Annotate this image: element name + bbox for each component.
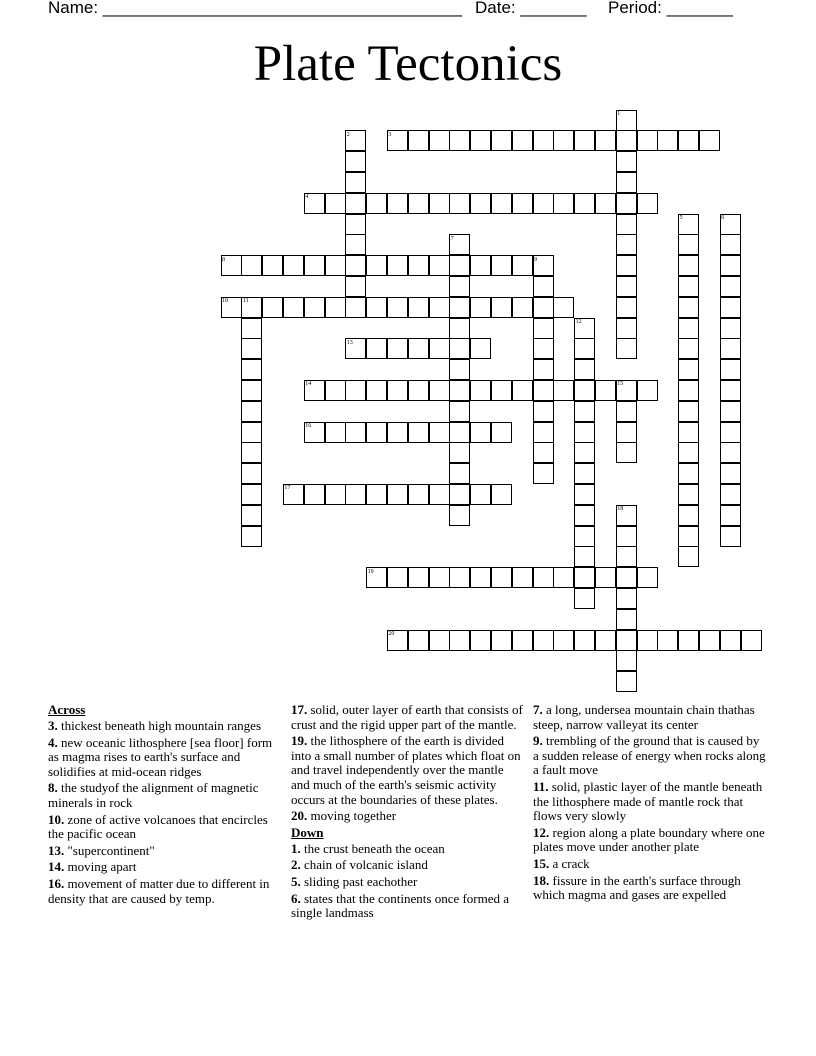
crossword-cell[interactable] [470, 422, 491, 443]
crossword-cell[interactable] [387, 484, 408, 505]
crossword-cell[interactable] [408, 380, 429, 401]
crossword-cell[interactable] [491, 255, 512, 276]
crossword-cell[interactable] [449, 505, 470, 526]
crossword-cell[interactable] [512, 297, 533, 318]
crossword-cell[interactable] [449, 276, 470, 297]
crossword-cell[interactable] [616, 214, 637, 235]
crossword-cell[interactable] [720, 234, 741, 255]
crossword-cell[interactable] [616, 609, 637, 630]
crossword-cell[interactable] [657, 630, 678, 651]
crossword-cell[interactable] [720, 297, 741, 318]
crossword-cell[interactable] [345, 276, 366, 297]
crossword-cell[interactable] [449, 359, 470, 380]
crossword-cell[interactable] [574, 505, 595, 526]
crossword-cell[interactable] [678, 276, 699, 297]
crossword-cell[interactable] [533, 359, 554, 380]
crossword-cell[interactable] [720, 401, 741, 422]
crossword-cell[interactable] [678, 359, 699, 380]
crossword-cell[interactable] [429, 255, 450, 276]
crossword-cell[interactable] [429, 297, 450, 318]
crossword-cell[interactable] [512, 567, 533, 588]
crossword-cell[interactable] [325, 193, 346, 214]
crossword-cell[interactable] [449, 442, 470, 463]
crossword-cell[interactable] [616, 650, 637, 671]
crossword-cell[interactable] [366, 380, 387, 401]
clue-down: 11. solid, plastic layer of the mantle beneath the lithosphere made of mantle rock that flows very slowly [533, 778, 763, 824]
crossword-cell[interactable] [491, 130, 512, 151]
crossword-cell[interactable] [616, 193, 637, 214]
crossword-cell[interactable] [616, 567, 637, 588]
crossword-cell[interactable] [574, 338, 595, 359]
crossword-cell[interactable] [449, 318, 470, 339]
crossword-cell[interactable] [720, 526, 741, 547]
crossword-cell[interactable] [720, 380, 741, 401]
crossword-cell[interactable] [533, 442, 554, 463]
crossword-cell[interactable] [595, 630, 616, 651]
crossword-cell[interactable] [574, 630, 595, 651]
clue-across: 10. zone of active volcanoes that encircles the pacific ocean [48, 811, 268, 842]
crossword-cell[interactable] [449, 297, 470, 318]
page-title: Plate Tectonics [253, 36, 563, 92]
crossword-cell[interactable] [491, 630, 512, 651]
clue-number: 7 [450, 235, 454, 242]
crossword-cell[interactable] [262, 255, 283, 276]
crossword-cell[interactable] [720, 484, 741, 505]
crossword-cell[interactable] [283, 297, 304, 318]
crossword-cell[interactable] [449, 380, 470, 401]
crossword-cell[interactable] [241, 505, 262, 526]
crossword-cell[interactable] [720, 422, 741, 443]
clue-number: 4 [305, 194, 309, 201]
crossword-cell[interactable] [616, 526, 637, 547]
crossword-cell[interactable] [533, 401, 554, 422]
crossword-cell[interactable] [678, 401, 699, 422]
clue-number: 10 [222, 298, 228, 305]
down-heading: Down [291, 824, 324, 840]
crossword-cell[interactable] [470, 630, 491, 651]
crossword-cell[interactable] [678, 234, 699, 255]
crossword-cell[interactable] [408, 338, 429, 359]
clue-number: 8 [222, 256, 225, 263]
crossword-cell[interactable] [470, 380, 491, 401]
crossword-cell[interactable] [345, 422, 366, 443]
crossword-cell[interactable] [533, 130, 554, 151]
crossword-cell[interactable] [241, 318, 262, 339]
crossword-cell[interactable] [366, 338, 387, 359]
crossword-cell[interactable] [678, 526, 699, 547]
crossword-cell[interactable] [449, 401, 470, 422]
crossword-cell[interactable] [678, 338, 699, 359]
clue-number: 1 [617, 111, 621, 117]
crossword-cell[interactable] [345, 234, 366, 255]
crossword-cell[interactable] [616, 297, 637, 318]
crossword-cell[interactable] [325, 297, 346, 318]
clue-number: 2 [346, 131, 350, 138]
crossword-cell[interactable] [720, 630, 741, 651]
crossword-cell[interactable] [616, 401, 637, 422]
crossword-cell[interactable] [637, 193, 658, 214]
crossword-cell[interactable] [283, 255, 304, 276]
crossword-cell[interactable] [449, 567, 470, 588]
crossword-cell[interactable] [366, 193, 387, 214]
crossword-cell[interactable] [408, 130, 429, 151]
crossword-cell[interactable] [387, 380, 408, 401]
crossword-cell[interactable] [491, 422, 512, 443]
crossword-cell[interactable] [470, 297, 491, 318]
clue-down: 1. the crust beneath the ocean [291, 840, 445, 856]
crossword-cell[interactable] [449, 422, 470, 443]
crossword-cell[interactable] [429, 380, 450, 401]
crossword-cell[interactable] [678, 442, 699, 463]
clue-across: 19. the lithosphere of the earth is divided into a small number of plates which float on and travel independently over the mantle and much of the earth's seismic activity occurs at the boundaries of these plates. [291, 733, 521, 807]
crossword-cell[interactable] [241, 338, 262, 359]
crossword-cell[interactable] [241, 359, 262, 380]
crossword-cell[interactable] [345, 151, 366, 172]
crossword-cell[interactable] [678, 484, 699, 505]
crossword-cell[interactable] [533, 463, 554, 484]
crossword-cell[interactable] [345, 297, 366, 318]
clue-number: 13 [346, 339, 353, 346]
crossword-cell[interactable] [304, 297, 325, 318]
clue-number: 9 [534, 256, 537, 263]
clue-down: 2. chain of volcanic island [291, 857, 428, 873]
crossword-cell[interactable] [553, 630, 574, 651]
crossword-cell[interactable] [429, 130, 450, 151]
crossword-cell[interactable] [449, 130, 470, 151]
crossword-cell[interactable] [429, 484, 450, 505]
crossword-cell[interactable] [616, 671, 637, 692]
crossword-cell[interactable] [325, 380, 346, 401]
crossword-cell[interactable] [637, 630, 658, 651]
crossword-cell[interactable] [678, 463, 699, 484]
crossword-cell[interactable] [616, 276, 637, 297]
crossword-cell[interactable] [720, 276, 741, 297]
crossword-cell[interactable] [387, 338, 408, 359]
crossword-cell[interactable] [241, 422, 262, 443]
crossword-cell[interactable] [616, 442, 637, 463]
crossword-cell[interactable] [533, 630, 554, 651]
crossword-cell[interactable] [408, 193, 429, 214]
crossword-cell[interactable] [699, 130, 720, 151]
crossword-cell[interactable] [325, 255, 346, 276]
crossword-cell[interactable] [241, 484, 262, 505]
clue-across: 13. "supercontinent" [48, 842, 155, 858]
crossword-cell[interactable] [616, 318, 637, 339]
crossword-cell[interactable] [533, 422, 554, 443]
clue-down: 6. states that the continents once formed a single landmass [291, 890, 510, 921]
clue-across: 17. solid, outer layer of earth that consists of crust and the rigid upper part of the mantle. [291, 702, 523, 732]
crossword-cell[interactable] [678, 130, 699, 151]
crossword-cell[interactable] [574, 463, 595, 484]
crossword-cell[interactable] [345, 380, 366, 401]
crossword-cell[interactable] [574, 193, 595, 214]
crossword-cell[interactable] [408, 255, 429, 276]
crossword-cell[interactable] [678, 422, 699, 443]
clue-down: 5. sliding past eachother [291, 874, 418, 890]
crossword-cell[interactable] [366, 297, 387, 318]
crossword-cell[interactable] [720, 318, 741, 339]
crossword-cell[interactable] [616, 172, 637, 193]
clue-number: 15 [617, 381, 624, 388]
name-field: Name: ______________________________________ [48, 0, 463, 17]
crossword-cell[interactable] [241, 380, 262, 401]
crossword-cell[interactable] [512, 130, 533, 151]
crossword-cell[interactable] [387, 255, 408, 276]
crossword-cell[interactable] [366, 484, 387, 505]
crossword-cell[interactable] [345, 214, 366, 235]
crossword-cell[interactable] [429, 567, 450, 588]
crossword-cell[interactable] [678, 255, 699, 276]
crossword-cell[interactable] [491, 567, 512, 588]
crossword-cell[interactable] [616, 546, 637, 567]
crossword-cell[interactable] [408, 297, 429, 318]
crossword-cell[interactable] [574, 588, 595, 609]
crossword-cell[interactable] [408, 567, 429, 588]
crossword-cell[interactable] [657, 130, 678, 151]
crossword-cell[interactable] [533, 297, 554, 318]
crossword-cell[interactable] [491, 380, 512, 401]
crossword-cell[interactable] [616, 234, 637, 255]
crossword-cell[interactable] [574, 130, 595, 151]
crossword-cell[interactable] [616, 630, 637, 651]
crossword-cell[interactable] [304, 255, 325, 276]
crossword-cell[interactable] [470, 484, 491, 505]
crossword-cell[interactable] [241, 463, 262, 484]
crossword-cell[interactable] [470, 255, 491, 276]
crossword-cell[interactable] [470, 338, 491, 359]
crossword-cell[interactable] [512, 255, 533, 276]
crossword-cell[interactable] [387, 297, 408, 318]
crossword-cell[interactable] [637, 567, 658, 588]
period-field: Period: _______ [608, 0, 733, 17]
crossword-cell[interactable] [574, 567, 595, 588]
crossword-cell[interactable] [512, 630, 533, 651]
crossword-cell[interactable] [366, 255, 387, 276]
clue-down: 12. region along a plate boundary where one plates move under another plate [533, 824, 765, 855]
clue-number: 11 [242, 298, 249, 305]
crossword-cell[interactable] [574, 380, 595, 401]
crossword-cell[interactable] [408, 422, 429, 443]
crossword-cell[interactable] [345, 172, 366, 193]
crossword-cell[interactable] [533, 338, 554, 359]
clue-number: 19 [367, 568, 374, 575]
crossword-cell[interactable] [553, 567, 574, 588]
crossword-cell[interactable] [491, 484, 512, 505]
clue-number: 6 [721, 215, 725, 221]
crossword-cell[interactable] [616, 151, 637, 172]
clue-across: 3. thickest beneath high mountain ranges [48, 718, 262, 734]
crossword-cell[interactable] [678, 380, 699, 401]
crossword-cell[interactable] [533, 380, 554, 401]
crossword-cell[interactable] [574, 401, 595, 422]
clue-down: 9. trembling of the ground that is caused by a sudden release of energy when rocks along a fault move [533, 733, 766, 778]
crossword-cell[interactable] [345, 484, 366, 505]
crossword-cell[interactable] [720, 359, 741, 380]
crossword-cell[interactable] [595, 380, 616, 401]
crossword-cell[interactable] [574, 526, 595, 547]
crossword-cell[interactable] [720, 255, 741, 276]
clue-down: 15. a crack [533, 855, 590, 871]
crossword-cell[interactable] [345, 193, 366, 214]
crossword-cell[interactable] [678, 630, 699, 651]
crossword-cell[interactable] [408, 630, 429, 651]
crossword-cell[interactable] [553, 193, 574, 214]
crossword-cell[interactable] [678, 505, 699, 526]
clues-column-3 [533, 703, 767, 905]
crossword-cell[interactable] [241, 526, 262, 547]
clue-across: 14. moving apart [48, 859, 137, 875]
clue-number: 14 [305, 381, 312, 388]
crossword-cell[interactable] [429, 422, 450, 443]
crossword-cell[interactable] [491, 297, 512, 318]
crossword-cell[interactable] [720, 338, 741, 359]
crossword-cell[interactable] [574, 422, 595, 443]
crossword-cell[interactable] [616, 422, 637, 443]
crossword-cell[interactable] [595, 567, 616, 588]
crossword-cell[interactable] [387, 422, 408, 443]
clue-number: 20 [388, 631, 395, 637]
crossword-cell[interactable] [637, 380, 658, 401]
clue-across: 16. movement of matter due to different in density that are caused by temp. [48, 876, 270, 906]
crossword-cell[interactable] [449, 338, 470, 359]
crossword-cell[interactable] [387, 567, 408, 588]
crossword-cell[interactable] [449, 630, 470, 651]
crossword-cell[interactable] [241, 255, 262, 276]
crossword-cell[interactable] [429, 193, 450, 214]
crossword-cell[interactable] [678, 297, 699, 318]
crossword-cell[interactable] [553, 380, 574, 401]
clue-across: 20. moving together [291, 808, 397, 824]
crossword-cell[interactable] [678, 546, 699, 567]
crossword-cell[interactable] [241, 401, 262, 422]
crossword-cell[interactable] [512, 380, 533, 401]
crossword-cell[interactable] [345, 255, 366, 276]
crossword-cell[interactable] [699, 630, 720, 651]
crossword-cell[interactable] [366, 422, 387, 443]
crossword-cell[interactable] [491, 193, 512, 214]
crossword-cell[interactable] [595, 130, 616, 151]
clue-down: 18. fissure in the earth's surface through which magma and gases are expelled [533, 872, 741, 903]
crossword-cell[interactable] [533, 567, 554, 588]
crossword-cell[interactable] [408, 484, 429, 505]
crossword-cell[interactable] [720, 463, 741, 484]
crossword-cell[interactable] [637, 130, 658, 151]
crossword-cell[interactable] [429, 338, 450, 359]
clue-number: 17 [284, 485, 291, 492]
clue-number: 3 [388, 131, 392, 138]
crossword-cell[interactable] [616, 338, 637, 359]
crossword-cell[interactable] [470, 193, 491, 214]
crossword-cell[interactable] [449, 463, 470, 484]
crossword-cell[interactable] [574, 442, 595, 463]
crossword-cell[interactable] [720, 442, 741, 463]
crossword-cell[interactable] [574, 484, 595, 505]
crossword-cell[interactable] [449, 255, 470, 276]
crossword-cell[interactable] [241, 442, 262, 463]
crossword-cell[interactable] [678, 318, 699, 339]
crossword-cell[interactable] [470, 567, 491, 588]
crossword-cell[interactable] [533, 318, 554, 339]
date-field: Date: _______ [475, 0, 587, 17]
clue-across: 8. the studyof the alignment of magnetic minerals in rock [48, 780, 259, 811]
crossword-cell[interactable] [553, 297, 574, 318]
crossword-cell[interactable] [470, 130, 491, 151]
crossword-cell[interactable] [720, 505, 741, 526]
crossword-cell[interactable] [325, 484, 346, 505]
clue-number: 12 [575, 319, 582, 325]
clues-column-1 [48, 703, 278, 908]
crossword-cell[interactable] [533, 276, 554, 297]
crossword-cell[interactable] [387, 193, 408, 214]
crossword-cell[interactable] [616, 255, 637, 276]
crossword-cell[interactable] [449, 193, 470, 214]
crossword-cell[interactable] [512, 193, 533, 214]
clue-number: 16 [305, 423, 312, 429]
across-heading: Across [48, 702, 86, 717]
crossword-cell[interactable] [262, 297, 283, 318]
crossword-cell[interactable] [533, 193, 554, 214]
crossword-cell[interactable] [429, 630, 450, 651]
crossword-cell[interactable] [304, 484, 325, 505]
clue-number: 5 [679, 215, 683, 221]
clue-down: 7. a long, undersea mountain chain thathas steep, narrow valleyat its center [533, 702, 755, 732]
clue-number: 18 [617, 506, 624, 513]
crossword-cell[interactable] [553, 130, 574, 151]
crossword-cell[interactable] [574, 546, 595, 567]
crossword-cell[interactable] [741, 630, 762, 651]
crossword-cell[interactable] [325, 422, 346, 443]
clue-across: 4. new oceanic lithosphere [sea floor] form as magma rises to earth's surface and solidifies at mid-ocean ridges [48, 734, 273, 779]
crossword-cell[interactable] [616, 588, 637, 609]
clues-column-2 [291, 703, 525, 923]
crossword-cell[interactable] [574, 359, 595, 380]
crossword-cell[interactable] [595, 193, 616, 214]
crossword-cell[interactable] [616, 130, 637, 151]
crossword-cell[interactable] [449, 484, 470, 505]
